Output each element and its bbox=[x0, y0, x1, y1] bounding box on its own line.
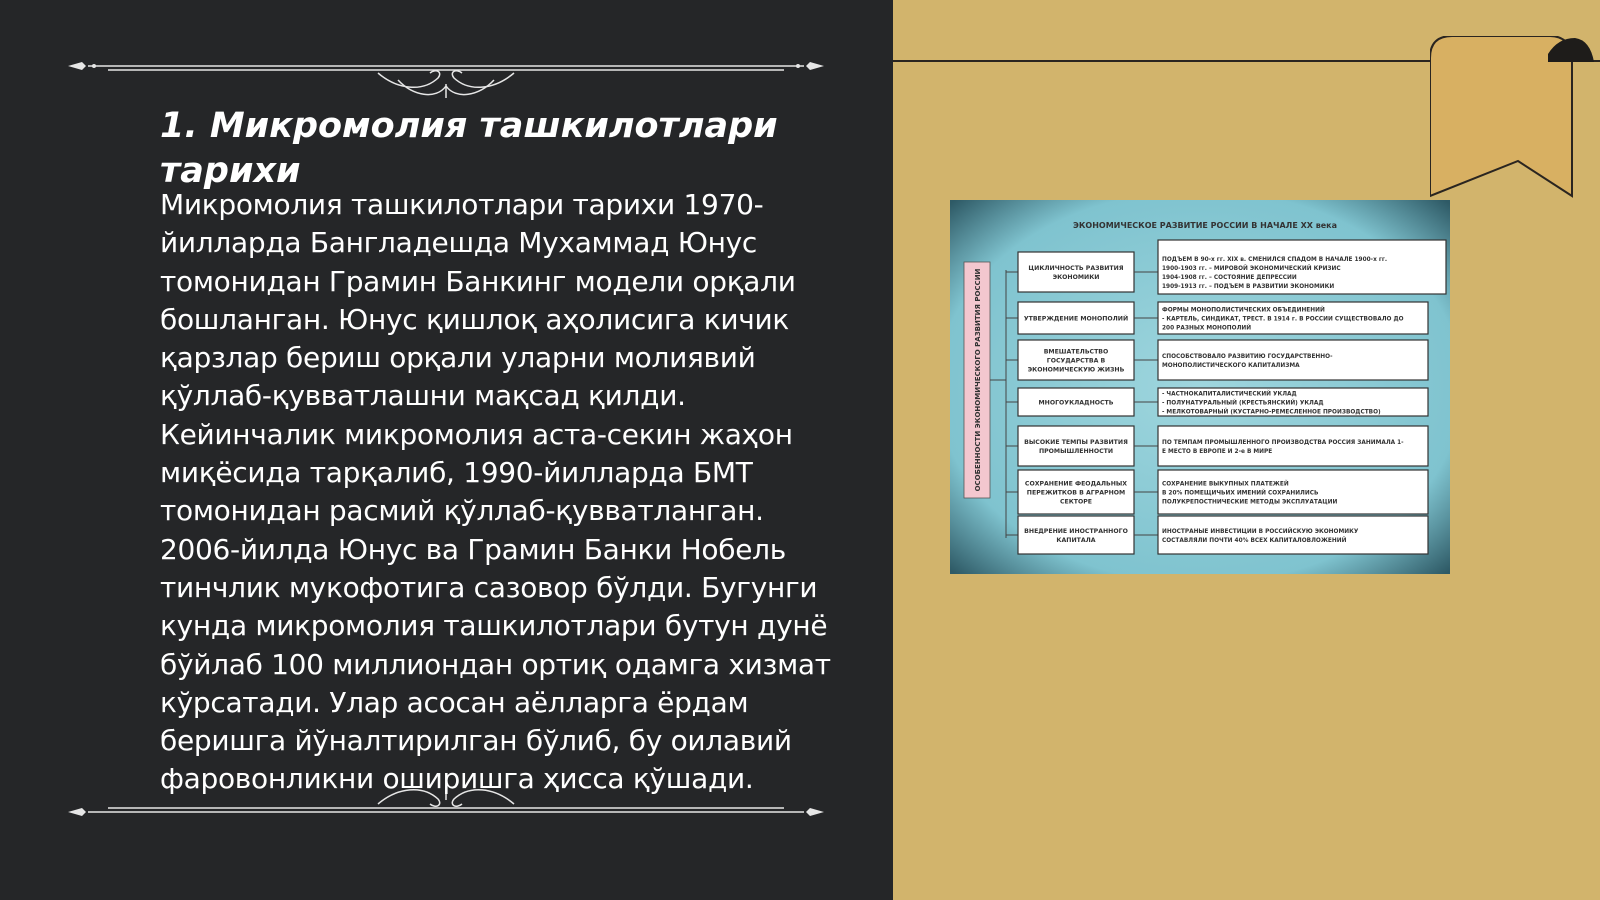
diagram-left-label: ВНЕДРЕНИЕ ИНОСТРАННОГО bbox=[1024, 528, 1128, 535]
diagram-right-label: - КАРТЕЛЬ, СИНДИКАТ, ТРЕСТ. В 1914 г. В РОССИИ СУЩЕСТВОВАЛО ДО bbox=[1162, 316, 1404, 323]
diagram-left-label: КАПИТАЛА bbox=[1056, 537, 1096, 544]
diagram-left-label: ГОСУДАРСТВА В bbox=[1046, 357, 1106, 365]
diagram-right-label: СОХРАНЕНИЕ ВЫКУПНЫХ ПЛАТЕЖЕЙ bbox=[1162, 481, 1289, 488]
diagram-left-label: ЦИКЛИЧНОСТЬ РАЗВИТИЯ bbox=[1028, 265, 1124, 272]
diagram-left-label: СОХРАНЕНИЕ ФЕОДАЛЬНЫХ bbox=[1024, 480, 1128, 488]
diagram-right-label: ФОРМЫ МОНОПОЛИСТИЧЕСКИХ ОБЪЕДИНЕНИЙ bbox=[1162, 307, 1325, 314]
diagram-title: ЭКОНОМИЧЕСКОЕ РАЗВИТИЕ РОССИИ В НАЧАЛЕ XX века bbox=[1072, 221, 1338, 230]
diagram-left-label: ПРОМЫШЛЕННОСТИ bbox=[1038, 448, 1114, 455]
diagram-left-box bbox=[1018, 516, 1134, 554]
diagram-left-label: ПЕРЕЖИТКОВ В АГРАРНОМ bbox=[1026, 489, 1126, 497]
diagram-right-label: 200 РАЗНЫХ МОНОПОЛИЙ bbox=[1162, 325, 1252, 332]
diagram-right-label: - ЧАСТНОКАПИТАЛИСТИЧЕСКИЙ УКЛАД bbox=[1162, 391, 1297, 398]
slide-body-text: Микромолия ташкилотлари тарихи 1970-йилларда Бангладешда Мухаммад Юнус томонидан Грамин Банкинг модели орқали бошланган. Юнус қишлоқ аҳолисига кичик қарзлар бериш орқали уларни молиявий қўллаб-қувватлашни мақсад қилди. Кейинчалик микромолия аста-секин жаҳон миқёсида тарқалиб, 1990-йилларда БМТ томонидан расмий қўллаб-қувватланган. 2006-йилда Юнус ва Грамин Банки Нобель тинчлик мукофотига сазовор бўлди. Бугунги кунда микромолия ташкилотлари бутун дунё бўйлаб 100 миллиондан ортиқ одамга хизмат кўрсатади. Улар асосан аёлларга ёрдам беришга йўналтирилган бўлиб, бу оилавий фаровонликни оширишга ҳисса қўшади. bbox=[160, 188, 831, 796]
diagram-left-label: МНОГОУКЛАДНОСТЬ bbox=[1038, 399, 1114, 407]
diagram-left-box bbox=[1018, 252, 1134, 292]
top-ornament bbox=[68, 40, 824, 100]
diagram-left-label: ВМЕШАТЕЛЬСТВО bbox=[1043, 348, 1109, 356]
diagram-right-label: 1904-1908 гг. – СОСТОЯНИЕ ДЕПРЕССИИ bbox=[1162, 275, 1297, 281]
diagram-right-label: СОСТАВЛЯЛИ ПОЧТИ 40% ВСЕХ КАПИТАЛОВЛОЖЕНИЙ bbox=[1162, 538, 1347, 544]
diagram-left-label: ЭКОНОМИЧЕСКУЮ ЖИЗНЬ bbox=[1027, 366, 1125, 374]
diagram-right-label: - МЕЛКОТОВАРНЫЙ (КУСТАРНО-РЕМЕСЛЕННОЕ ПРОИЗВОДСТВО) bbox=[1162, 409, 1381, 416]
diagram-left-label: СЕКТОРЕ bbox=[1059, 498, 1093, 506]
economy-diagram-image bbox=[950, 200, 1450, 574]
diagram-right-label: 1909-1913 гг. – ПОДЪЕМ В РАЗВИТИИ ЭКОНОМИКИ bbox=[1162, 284, 1335, 290]
diagram-left-label: УТВЕРЖДЕНИЕ МОНОПОЛИЙ bbox=[1023, 315, 1129, 323]
diagram-right-label: ПОДЪЕМ В 90-х гг. XIX в. СМЕНИЛСЯ СПАДОМ В НАЧАЛЕ 1900-х гг. bbox=[1162, 257, 1388, 263]
diagram-right-label: 1900-1903 гг. – МИРОВОЙ ЭКОНОМИЧЕСКИЙ КРИЗИС bbox=[1162, 266, 1341, 272]
diagram-right-box bbox=[1158, 340, 1428, 380]
diagram-right-label: СПОСОБСТВОВАЛО РАЗВИТИЮ ГОСУДАРСТВЕННО- bbox=[1162, 354, 1333, 360]
diagram-right-box bbox=[1158, 426, 1428, 466]
bookmark-ribbon bbox=[1430, 36, 1600, 200]
diagram-left-label: ВЫСОКИЕ ТЕМПЫ РАЗВИТИЯ bbox=[1024, 439, 1128, 446]
diagram-right-label: Е МЕСТО В ЕВРОПЕ И 2-е В МИРЕ bbox=[1162, 449, 1273, 455]
diagram-left-box bbox=[1018, 426, 1134, 466]
diagram-right-label: - ПОЛУНАТУРАЛЬНЫЙ (КРЕСТЬЯНСКИЙ) УКЛАД bbox=[1162, 400, 1324, 407]
diagram-right-box bbox=[1158, 516, 1428, 554]
diagram-right-label: ПО ТЕМПАМ ПРОМЫШЛЕННОГО ПРОИЗВОДСТВА РОССИЯ ЗАНИМАЛА 1- bbox=[1162, 440, 1404, 446]
diagram-left-label: ЭКОНОМИКИ bbox=[1052, 274, 1100, 281]
diagram-right-label: ИНОСТРАНЫЕ ИНВЕСТИЦИИ В РОССИЙСКУЮ ЭКОНОМИКУ bbox=[1162, 529, 1359, 535]
diagram-right-label: МОНОПОЛИСТИЧЕСКОГО КАПИТАЛИЗМА bbox=[1162, 363, 1300, 369]
slide-title: 1. Микромолия ташкилотлари тарихи bbox=[160, 106, 778, 191]
diagram-right-label: ПОЛУКРЕПОСТНИЧЕСКИЕ МЕТОДЫ ЭКСПЛУАТАЦИИ bbox=[1162, 499, 1338, 506]
diagram-side-label: ОСОБЕННОСТИ ЭКОНОМИЧЕСКОГО РАЗВИТИЯ РОССИИ bbox=[974, 268, 982, 492]
diagram-right-label: В 20% ПОМЕЩИЧЬИХ ИМЕНИЙ СОХРАНИЛИСЬ bbox=[1162, 490, 1319, 497]
